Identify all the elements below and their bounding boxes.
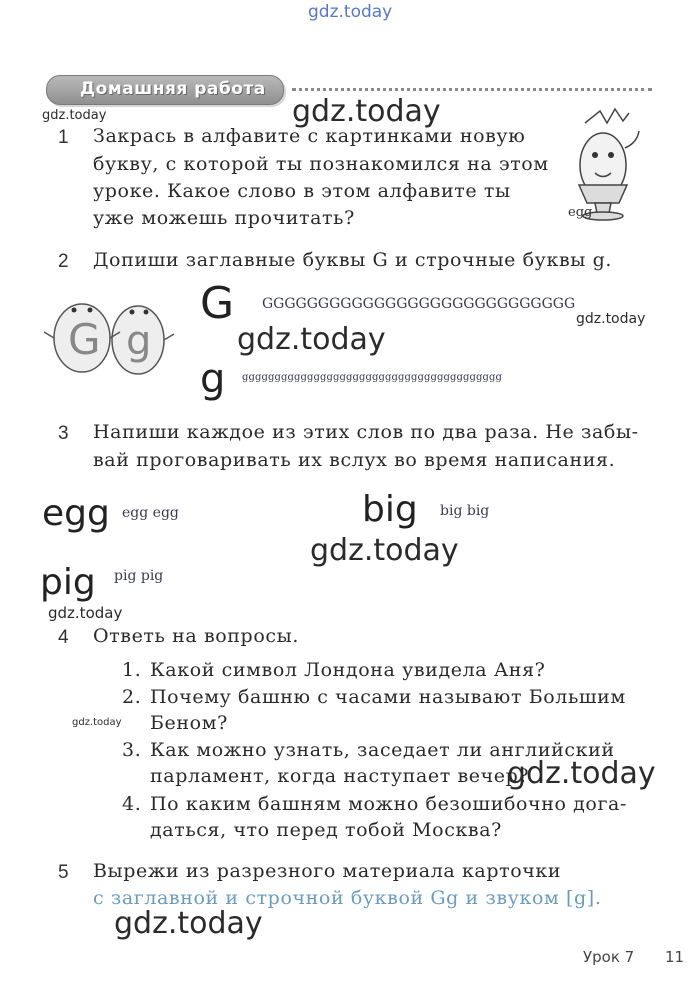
watermark-top: gdz.today [308,2,393,22]
task-1-line-2: букву, с которой ты познакомился на этом [93,153,549,175]
svg-text:g: g [126,318,152,364]
lesson-label: Урок 7 [583,948,635,966]
word-pig: pig [40,562,96,603]
task-3-line-2: вай проговаривать их вслух во время написания. [93,449,616,471]
watermark-9: gdz.today [114,906,263,941]
question-3-number: 3. [122,739,142,761]
task-1-line-1: Закрась в алфавите с картинками новую [93,125,526,147]
watermark-4: gdz.today [237,322,386,357]
homework-header-label: Домашняя работа [80,79,266,99]
word-egg-written: egg egg [122,505,179,521]
watermark-3: gdz.today [576,311,646,327]
word-egg: egg [42,493,110,534]
task-3-line-1: Напиши каждое из этих слов по два раза. Не забы- [93,421,639,443]
task-1-line-4: уже можешь прочитать? [93,207,355,229]
question-3-line-1: Как можно узнать, заседает ли английский [150,739,615,761]
watermark-8: gdz.today [507,756,656,791]
letters-g-illustration [40,288,180,383]
question-2-line-2: Беном? [150,712,228,734]
task-5-line-1: Вырежи из разрезного материала карточки [93,860,562,882]
task-4-number: 4 [58,627,69,648]
task-3-number: 3 [58,423,69,444]
capital-g-sample: G [200,278,235,329]
task-5-number: 5 [58,862,69,883]
question-1-number: 1. [122,659,142,681]
question-1-line-1: Какой символ Лондона увидела Аня? [150,659,546,681]
small-g-row: gggggggggggggggggggggggggggggggggggggggg [242,372,503,383]
egg-caption: egg [568,205,593,220]
question-4-line-2: даться, что перед тобой Москва? [150,819,502,841]
question-4-number: 4. [122,793,142,815]
watermark-5: gdz.today [310,533,459,568]
dotted-divider [292,88,652,91]
task-2-instruction: Допиши заглавные буквы G и строчные буквы g. [93,249,612,271]
task-1-line-3: уроке. Какое слово в этом алфавите ты [93,180,511,202]
task-1-number: 1 [58,127,69,148]
question-2-number: 2. [122,686,142,708]
watermark-7: gdz.today [72,717,122,728]
task-2-number: 2 [58,251,69,272]
question-2-line-1: Почему башню с часами называют Большим [150,686,626,708]
task-5-line-2: с заглавной и строчной буквой Gg и звуком [g]. [93,887,602,909]
word-big: big [362,489,418,530]
svg-text:G: G [68,315,101,364]
capital-g-row: GGGGGGGGGGGGGGGGGGGGGGGGGGGG [262,296,576,312]
word-big-written: big big [440,503,490,519]
question-4-line-1: По каким башням можно безошибочно дога- [150,793,627,815]
word-pig-written: pig pig [114,568,164,584]
task-4-title: Ответь на вопросы. [93,625,299,647]
watermark-6: gdz.today [48,604,123,622]
question-3-line-2: парламент, когда наступает вечер? [150,765,530,787]
watermark-1: gdz.today [292,94,441,129]
page-number: 11 [665,948,685,966]
small-g-sample: g [200,356,226,402]
watermark-2: gdz.today [42,108,107,123]
